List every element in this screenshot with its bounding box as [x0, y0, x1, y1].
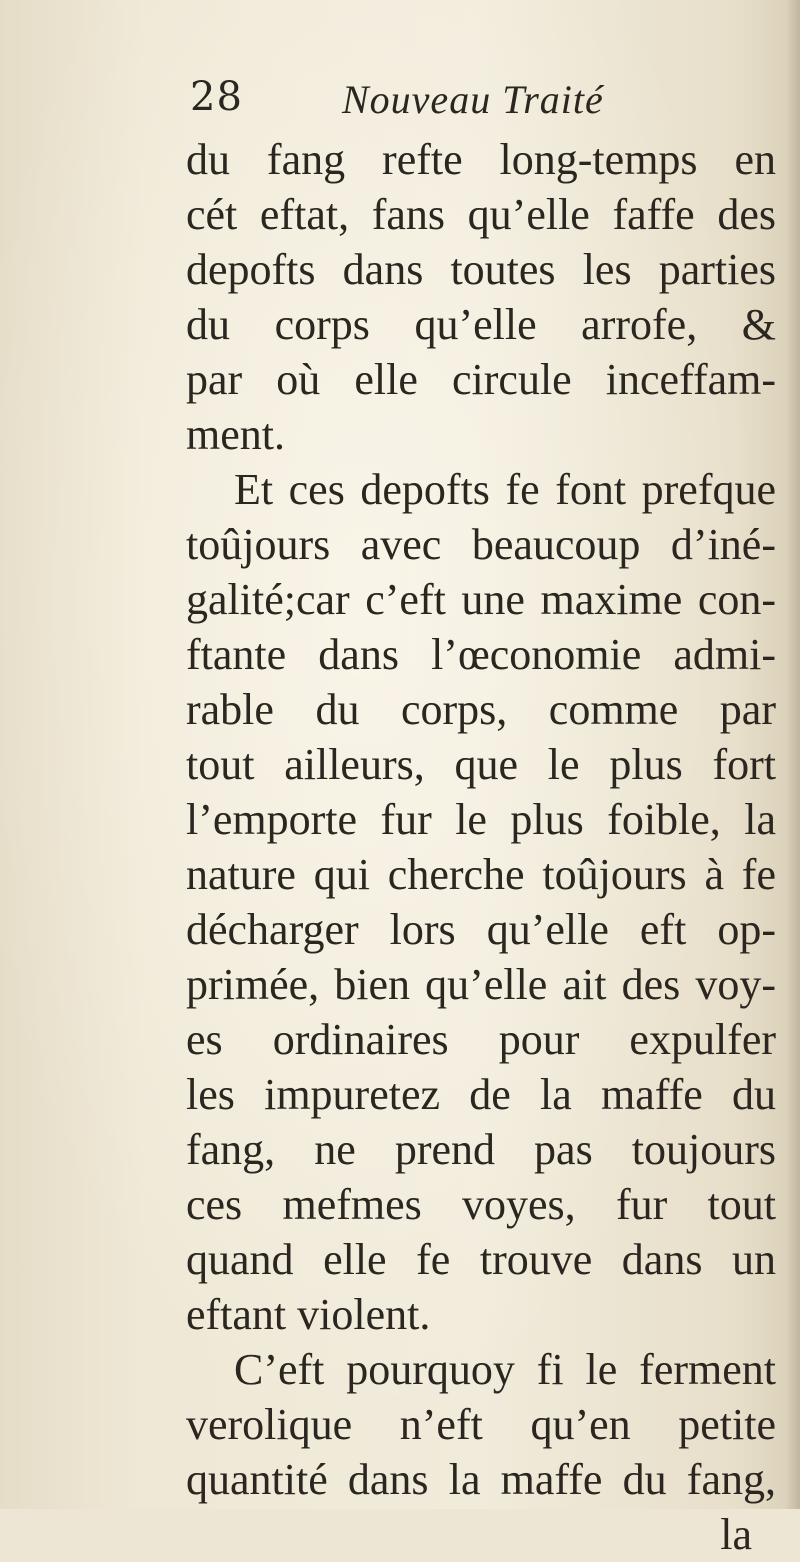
catchword: la [720, 1510, 752, 1559]
paragraph-start-line: C’eft pourquoy fi le ferment [234, 1345, 776, 1394]
text-line: galité;car c’eft une maxime con- [186, 575, 776, 624]
text-line: du fang refte long-temps en [186, 135, 776, 184]
paragraph-start-line: Et ces depofts fe font prefque [234, 465, 776, 514]
page-edge-shadow [786, 0, 800, 1509]
text-line: eftant violent. [186, 1290, 431, 1339]
running-head: Nouveau Traité [342, 77, 604, 122]
text-line: l’emporte fur le plus foible, la [186, 795, 776, 844]
text-line: toûjours avec beaucoup d’iné- [186, 520, 776, 569]
page-header [190, 70, 750, 130]
text-line: es ordinaires pour expulfer [186, 1015, 776, 1064]
text-line: primée, bien qu’elle ait des voy- [186, 960, 776, 1009]
text-line: ces mefmes voyes, fur tout [186, 1180, 776, 1229]
page-number: 28 [190, 74, 243, 120]
text-line: cét eftat, fans qu’elle faffe des [186, 190, 776, 239]
text-line: décharger lors qu’elle eft op- [186, 905, 776, 954]
text-line: ftante dans l’œconomie admi- [186, 630, 776, 679]
body-text [186, 132, 776, 1562]
text-line: quantité dans la maffe du fang, [186, 1455, 776, 1504]
text-line: quand elle fe trouve dans un [186, 1235, 776, 1284]
text-line: tout ailleurs, que le plus fort [186, 740, 776, 789]
text-line: verolique n’eft qu’en petite [186, 1400, 776, 1449]
text-line: par où elle circule inceffam- [186, 355, 776, 404]
text-line: les impuretez de la maffe du [186, 1070, 776, 1119]
text-line: du corps qu’elle arrofe, & [186, 300, 776, 349]
text-line: depofts dans toutes les parties [186, 245, 776, 294]
text-line: ment. [186, 410, 285, 459]
text-line: rable du corps, comme par [186, 685, 776, 734]
text-line: fang, ne prend pas toujours [186, 1125, 776, 1174]
text-line: nature qui cherche toûjours à fe [186, 850, 776, 899]
